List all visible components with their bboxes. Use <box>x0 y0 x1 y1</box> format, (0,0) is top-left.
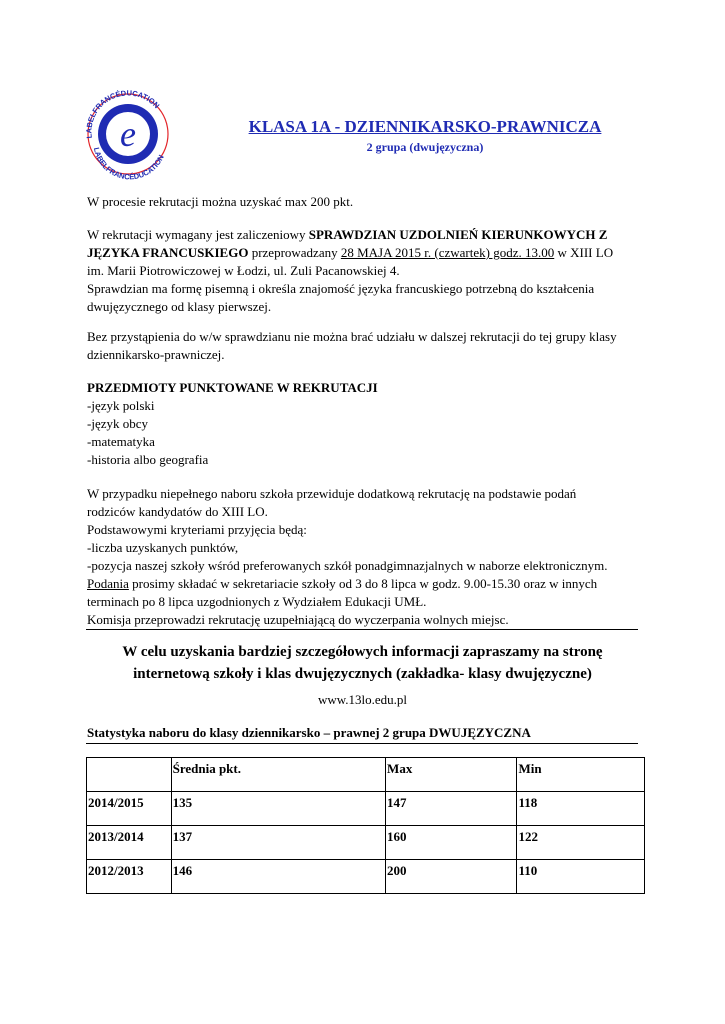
exam-description: Sprawdzian ma formę pisemną i określa znajomość języka francuskiego potrzebną do kształcenia <box>87 281 595 296</box>
table-cell: 135 <box>171 792 385 826</box>
additional-recruitment-paragraph <box>87 485 647 629</box>
subjects-section <box>87 379 647 469</box>
stats-title: Statystyka naboru do klasy dziennikarsko – prawnej 2 grupa DWUJĘZYCZNA <box>87 725 531 740</box>
table-cell: 2012/2013 <box>87 860 172 894</box>
additional-line-8: Komisja przeprowadzi rekrutację uzupełniającą do wyczerpania wolnych miejsc. <box>87 612 509 627</box>
table-header-cell: Średnia pkt. <box>171 758 385 792</box>
additional-line-6: prosimy składać w sekretariacie szkoły od 3 do 8 lipca w godz. 9.00-15.30 oraz w innych <box>128 576 598 591</box>
table-cell: 110 <box>517 860 645 894</box>
exam-address: im. Marii Piotrowiczowej w Łodzi, ul. Zuli Pacanowskiej 4. <box>87 263 400 278</box>
exam-date: 28 MAJA 2015 r. (czwartek) godz. 13.00 <box>340 245 555 260</box>
school-website-link[interactable]: www.13lo.edu.pl <box>317 692 408 707</box>
exam-name: SPRAWDZIAN UZDOLNIEŃ KIERUNKOWYCH Z <box>308 227 608 242</box>
labelfranceducation-logo <box>80 86 176 182</box>
table-row <box>87 826 645 860</box>
table-row <box>87 792 645 826</box>
logo-text-bottom: LABELFRANCÉDUCATION <box>91 146 166 182</box>
table-cell: 200 <box>386 860 517 894</box>
logo-text-top: LABELFRANCÉDUCATION <box>84 88 162 139</box>
warning-line-2: dziennikarsko-prawniczej. <box>87 347 225 362</box>
table-header-cell: Max <box>386 758 517 792</box>
applications-label: Podania <box>87 576 129 591</box>
exam-text: W rekrutacji wymagany jest zaliczeniowy <box>87 227 309 242</box>
stats-divider <box>86 743 638 744</box>
table-cell: 137 <box>171 826 385 860</box>
logo-letter: e <box>120 114 136 154</box>
exam-text-3: w XIII LO <box>554 245 614 260</box>
subject-item: -matematyka <box>87 434 155 449</box>
additional-line-3: Podstawowymi kryteriami przyjęcia będą: <box>87 522 307 537</box>
subject-item: -język polski <box>87 398 155 413</box>
additional-line-2: rodziców kandydatów do XIII LO. <box>87 504 268 519</box>
subjects-heading: PRZEDMIOTY PUNKTOWANE W REKRUTACJI <box>87 380 378 395</box>
table-cell: 160 <box>386 826 517 860</box>
intro-paragraph: W procesie rekrutacji można uzyskać max 200 pkt. <box>87 194 354 209</box>
exam-text-2: przeprowadzany <box>248 245 341 260</box>
table-cell: 147 <box>386 792 517 826</box>
info-heading <box>87 641 638 685</box>
table-row <box>87 860 645 894</box>
table-cell: 146 <box>171 860 385 894</box>
additional-line-7: terminach po 8 lipca uzgodnionych z Wydziałem Edukacji UMŁ. <box>87 594 427 609</box>
table-cell: 122 <box>517 826 645 860</box>
stats-table <box>86 757 645 894</box>
warning-line-1: Bez przystąpienia do w/w sprawdzianu nie można brać udziału w dalszej rekrutacji do tej grupy klasy <box>87 329 617 344</box>
logo-icon <box>80 86 176 182</box>
page-title: KLASA 1A - DZIENNIKARSKO-PRAWNICZA <box>248 117 602 136</box>
table-cell: 118 <box>517 792 645 826</box>
info-line-1: W celu uzyskania bardziej szczegółowych informacji zapraszamy na stronę <box>122 644 603 660</box>
table-header-cell: Min <box>517 758 645 792</box>
warning-paragraph <box>87 328 647 364</box>
additional-line-4: -liczba uzyskanych punktów, <box>87 540 239 555</box>
exam-language: JĘZYKA FRANCUSKIEGO <box>87 245 249 260</box>
table-cell: 2013/2014 <box>87 826 172 860</box>
exam-paragraph <box>87 226 647 316</box>
subject-item: -język obcy <box>87 416 149 431</box>
exam-description-2: dwujęzycznego od klasy pierwszej. <box>87 299 272 314</box>
additional-line-1: W przypadku niepełnego naboru szkoła przewiduje dodatkową rekrutację na podstawie podań <box>87 486 577 501</box>
section-divider <box>86 629 638 630</box>
table-header-cell <box>87 758 172 792</box>
table-header-row <box>87 758 645 792</box>
table-cell: 2014/2015 <box>87 792 172 826</box>
subject-item: -historia albo geografia <box>87 452 209 467</box>
additional-line-5: -pozycja naszej szkoły wśród preferowanych szkół ponadgimnazjalnych w naborze elektronicznym. <box>87 558 608 573</box>
info-line-2: internetową szkoły i klas dwujęzycznych (zakładka- klasy dwujęzyczne) <box>133 666 592 682</box>
page-subtitle: 2 grupa (dwujęzyczna) <box>366 140 484 154</box>
